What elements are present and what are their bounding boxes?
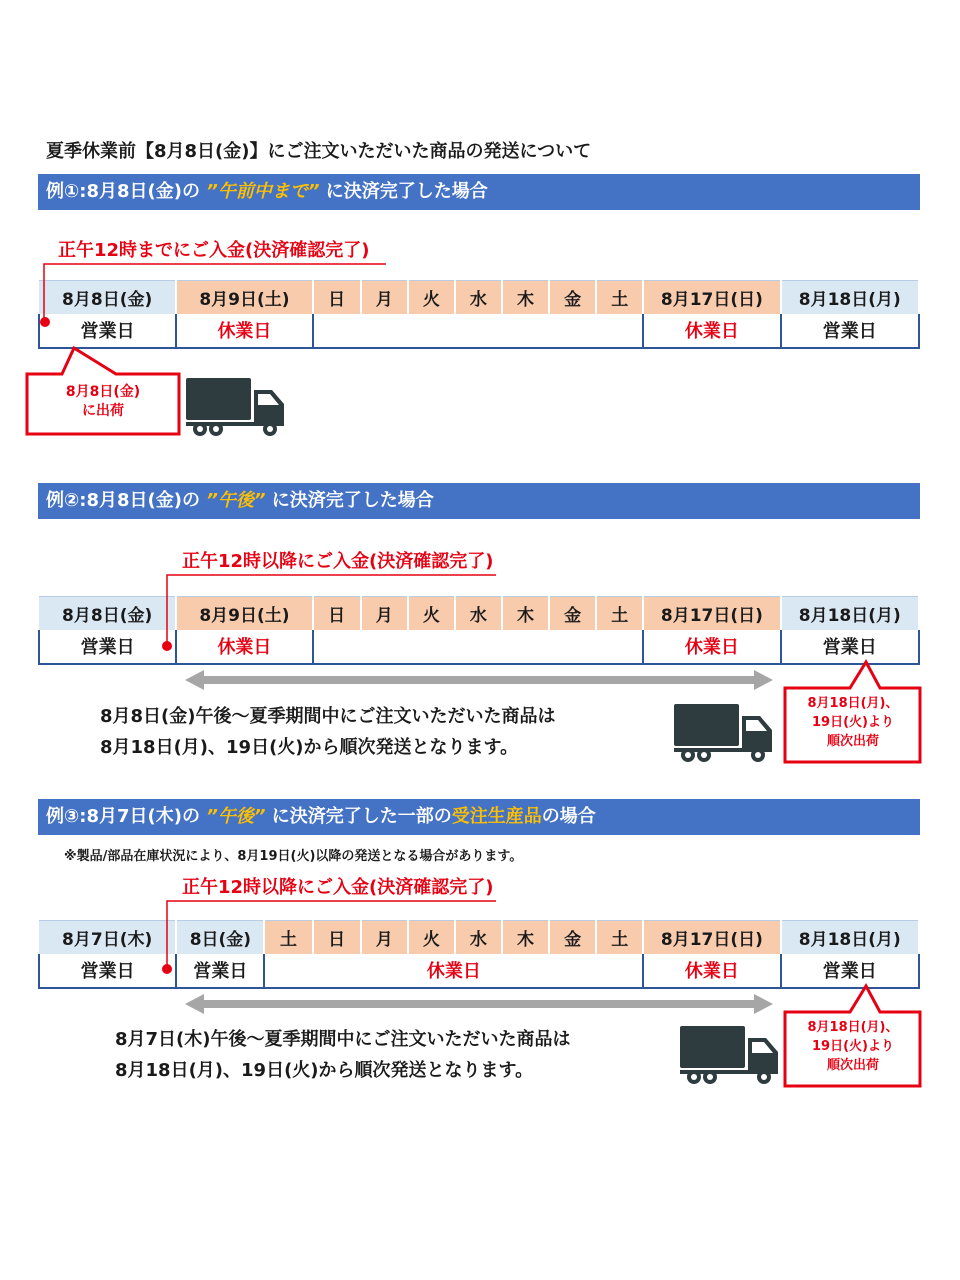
status-cell: 営業日 bbox=[781, 630, 919, 664]
status-cell: 休業日 bbox=[643, 954, 780, 988]
status-cell: 営業日 bbox=[781, 954, 919, 988]
status-cell: 休業日 bbox=[643, 630, 780, 664]
heading-text: に決済完了した一部の bbox=[271, 806, 452, 827]
calendar-day: 日 bbox=[313, 597, 361, 630]
calendar-day: 8月7日(木) bbox=[39, 921, 176, 954]
ship-box-line: 19日(火)より bbox=[812, 1039, 894, 1054]
calendar-day: 8月17日(日) bbox=[643, 921, 780, 954]
callout-dot bbox=[162, 964, 172, 974]
calendar-day: 木 bbox=[502, 281, 549, 314]
ship-box-line: 順次出荷 bbox=[826, 1058, 879, 1073]
calendar-day: 木 bbox=[502, 921, 549, 954]
status-cell: 休業日 bbox=[264, 954, 643, 988]
example-1-callout: 正午12時までにご入金(決済確認完了) bbox=[58, 240, 370, 261]
calendar-day: 日 bbox=[313, 921, 361, 954]
calendar-day: 8月18日(月) bbox=[781, 921, 919, 954]
calendar-day: 金 bbox=[549, 281, 596, 314]
calendar-day: 水 bbox=[455, 281, 502, 314]
heading-text: に決済完了した場合 bbox=[325, 181, 488, 202]
truck-icon bbox=[680, 1026, 780, 1086]
heading-text: の場合 bbox=[541, 806, 596, 827]
calendar-day: 8月18日(月) bbox=[781, 597, 919, 630]
example-3-note: ※製品/部品在庫状況により、8月19日(火)以降の発送となる場合があります。 bbox=[64, 849, 523, 864]
calendar-day: 8月17日(日) bbox=[643, 597, 780, 630]
heading-text: 例③:8月7日(木)の bbox=[46, 806, 200, 827]
callout-line bbox=[167, 901, 496, 969]
ship-box-line: 19日(火)より bbox=[812, 715, 894, 730]
heading-text: に決済完了した場合 bbox=[271, 490, 434, 511]
example-2-callout: 正午12時以降にご入金(決済確認完了) bbox=[182, 551, 494, 572]
calendar-day: 土 bbox=[596, 281, 643, 314]
status-cell: 営業日 bbox=[39, 954, 176, 988]
double-arrow-icon bbox=[185, 994, 773, 1014]
calendar-day: 8月8日(金) bbox=[39, 597, 176, 630]
calendar-day: 8月9日(土) bbox=[176, 597, 312, 630]
calendar-day: 火 bbox=[408, 597, 455, 630]
calendar-day: 火 bbox=[408, 281, 455, 314]
body-line: 8月18日(月)、19日(火)から順次発送となります。 bbox=[100, 737, 519, 758]
calendar-day: 日 bbox=[313, 281, 361, 314]
calendar-day: 水 bbox=[455, 921, 502, 954]
calendar-day: 8日(金) bbox=[176, 921, 264, 954]
ship-box-line: に出荷 bbox=[82, 403, 124, 419]
body-line: 8月18日(月)、19日(火)から順次発送となります。 bbox=[115, 1060, 534, 1081]
calendar-day: 8月8日(金) bbox=[39, 281, 176, 314]
calendar-day: 8月9日(土) bbox=[176, 281, 312, 314]
ship-box-line: 順次出荷 bbox=[826, 734, 879, 749]
calendar-day: 月 bbox=[361, 921, 408, 954]
body-line: 8月8日(金)午後～夏季期間中にご注文いただいた商品は bbox=[100, 706, 556, 727]
calendar-day: 土 bbox=[264, 921, 312, 954]
calendar-day: 金 bbox=[549, 921, 596, 954]
calendar-day: 8月18日(月) bbox=[781, 281, 919, 314]
calendar-day: 金 bbox=[549, 597, 596, 630]
calendar-day: 8月17日(日) bbox=[643, 281, 780, 314]
calendar-day: 木 bbox=[502, 597, 549, 630]
ship-box-line: 8月18日(月)、 bbox=[807, 696, 899, 711]
ship-box-line: 8月18日(月)、 bbox=[807, 1020, 899, 1035]
status-cell: 営業日 bbox=[39, 314, 176, 348]
calendar-day: 土 bbox=[596, 921, 643, 954]
status-cell: 休業日 bbox=[176, 314, 312, 348]
calendar-day: 土 bbox=[596, 597, 643, 630]
status-cell: 営業日 bbox=[781, 314, 919, 348]
calendar-day: 月 bbox=[361, 281, 408, 314]
heading-text: 例②:8月8日(金)の bbox=[46, 490, 200, 511]
body-line: 8月7日(木)午後～夏季期間中にご注文いただいた商品は bbox=[115, 1029, 571, 1050]
status-cell: 営業日 bbox=[39, 630, 176, 664]
status-cell: 営業日 bbox=[176, 954, 264, 988]
example-3-callout: 正午12時以降にご入金(決済確認完了) bbox=[182, 877, 494, 898]
calendar-day: 水 bbox=[455, 597, 502, 630]
heading-accent: 受注生産品 bbox=[451, 806, 542, 827]
calendar-day: 火 bbox=[408, 921, 455, 954]
heading-emphasis: ”午前中まで” bbox=[206, 181, 320, 202]
status-cell: 休業日 bbox=[643, 314, 780, 348]
ship-box-line: 8月8日(金) bbox=[65, 384, 141, 400]
calendar-day: 月 bbox=[361, 597, 408, 630]
status-cell: 休業日 bbox=[176, 630, 312, 664]
example-3-body bbox=[115, 1024, 571, 1086]
example-3-ship-box bbox=[788, 1018, 918, 1084]
heading-text: 例①:8月8日(金)の bbox=[46, 181, 200, 202]
heading-emphasis: ”午後” bbox=[206, 490, 266, 511]
heading-emphasis: ”午後” bbox=[206, 806, 266, 827]
page-title: 夏季休業前【8月8日(金)】にご注文いただいた商品の発送について bbox=[46, 141, 592, 162]
